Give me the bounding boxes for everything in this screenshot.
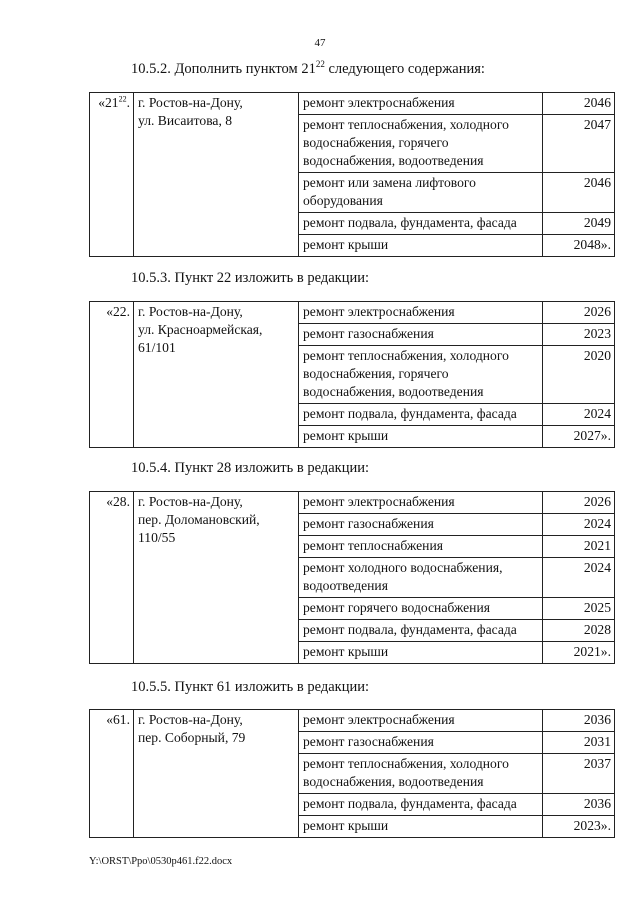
work-cell: ремонт электроснабжения [299, 710, 543, 732]
year-cell: 2047 [543, 115, 615, 173]
work-cell: ремонт теплоснабжения [299, 536, 543, 558]
section-heading: 10.5.2. Дополнить пунктом $21^{22}$ следующего содержания: [131, 59, 485, 77]
file-path-footer: Y:\ORST\Ppo\0530p461.f22.docx [89, 856, 233, 867]
item-number: «22. [90, 302, 134, 448]
work-cell: ремонт электроснабжения [299, 93, 543, 115]
work-cell: ремонт теплоснабжения, холодного водоснабжения, горячего водоснабжения, водоотведения [299, 346, 543, 404]
year-cell: 2036 [543, 710, 615, 732]
work-cell: ремонт газоснабжения [299, 324, 543, 346]
work-cell: ремонт горячего водоснабжения [299, 598, 543, 620]
year-cell: 2031 [543, 732, 615, 754]
year-cell: 2020 [543, 346, 615, 404]
year-cell: 2027». [543, 426, 615, 448]
year-cell: 2024 [543, 514, 615, 536]
year-cell: 2046 [543, 173, 615, 213]
year-cell: 2026 [543, 302, 615, 324]
section-heading: 10.5.5. Пункт 61 изложить в редакции: [131, 679, 370, 695]
work-cell: ремонт подвала, фундамента, фасада [299, 213, 543, 235]
work-cell: ремонт подвала, фундамента, фасада [299, 620, 543, 642]
year-cell: 2024 [543, 404, 615, 426]
work-cell: ремонт теплоснабжения, холодного водоснабжения, водоотведения [299, 754, 543, 794]
amendment-table [89, 491, 615, 664]
amendment-table [89, 709, 615, 838]
work-cell: ремонт газоснабжения [299, 514, 543, 536]
amendment-table [89, 92, 615, 257]
item-number: «$21^{22}$. [90, 93, 134, 257]
table-row [90, 710, 615, 732]
address-cell: г. Ростов-на-Дону, ул. Висаитова, 8 [134, 93, 299, 257]
work-cell: ремонт или замена лифтового оборудования [299, 173, 543, 213]
work-cell: ремонт электроснабжения [299, 302, 543, 324]
page-number: 47 [314, 37, 326, 49]
address-cell: г. Ростов-на-Дону, пер. Соборный, 79 [134, 710, 299, 838]
work-cell: ремонт крыши [299, 642, 543, 664]
work-cell: ремонт электроснабжения [299, 492, 543, 514]
work-cell: ремонт крыши [299, 235, 543, 257]
work-cell: ремонт теплоснабжения, холодного водоснабжения, горячего водоснабжения, водоотведения [299, 115, 543, 173]
work-cell: ремонт крыши [299, 426, 543, 448]
item-number: «28. [90, 492, 134, 664]
address-cell: г. Ростов-на-Дону, пер. Доломановский, 110/55 [134, 492, 299, 664]
year-cell: 2026 [543, 492, 615, 514]
work-cell: ремонт холодного водоснабжения, водоотведения [299, 558, 543, 598]
year-cell: 2046 [543, 93, 615, 115]
year-cell: 2023 [543, 324, 615, 346]
work-cell: ремонт газоснабжения [299, 732, 543, 754]
work-cell: ремонт крыши [299, 816, 543, 838]
section-heading: 10.5.4. Пункт 28 изложить в редакции: [131, 460, 370, 476]
year-cell: 2025 [543, 598, 615, 620]
table-row [90, 93, 615, 115]
item-number: «61. [90, 710, 134, 838]
work-cell: ремонт подвала, фундамента, фасада [299, 794, 543, 816]
table-row [90, 302, 615, 324]
table-row [90, 492, 615, 514]
year-cell: 2036 [543, 794, 615, 816]
section-heading: 10.5.3. Пункт 22 изложить в редакции: [131, 270, 370, 286]
work-cell: ремонт подвала, фундамента, фасада [299, 404, 543, 426]
year-cell: 2024 [543, 558, 615, 598]
year-cell: 2037 [543, 754, 615, 794]
address-cell: г. Ростов-на-Дону, ул. Красноармейская, 61/101 [134, 302, 299, 448]
amendment-table [89, 301, 615, 448]
year-cell: 2021». [543, 642, 615, 664]
year-cell: 2048». [543, 235, 615, 257]
year-cell: 2049 [543, 213, 615, 235]
year-cell: 2028 [543, 620, 615, 642]
year-cell: 2023». [543, 816, 615, 838]
year-cell: 2021 [543, 536, 615, 558]
